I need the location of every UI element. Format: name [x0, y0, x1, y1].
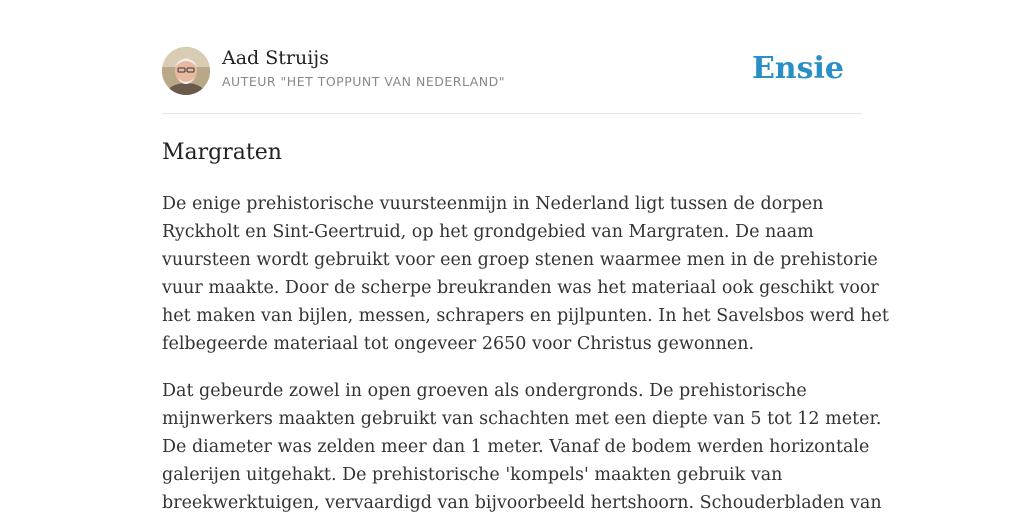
paragraph-line: De diameter was zelden meer dan 1 meter. Vanaf de bodem werden horizontale	[162, 437, 870, 457]
article-title: Margraten	[162, 140, 282, 165]
paragraph-line: het maken van bijlen, messen, schrapers en pijlpunten. In het Savelsbos werd het	[162, 306, 889, 326]
paragraph-line: felbegeerde materiaal tot ongeveer 2650 voor Christus gewonnen.	[162, 334, 755, 354]
paragraph	[162, 377, 882, 512]
paragraph-line: mijnwerkers maakten gebruikt van schachten met een diepte van 5 tot 12 meter.	[162, 409, 882, 429]
paragraph-line: Ryckholt en Sint-Geertruid, op het grondgebied van Margraten. De naam	[162, 222, 814, 242]
author-name[interactable]: Aad Struijs	[222, 47, 329, 69]
author-avatar[interactable]	[162, 47, 210, 95]
paragraph-line: De enige prehistorische vuursteenmijn in Nederland ligt tussen de dorpen	[162, 194, 824, 214]
paragraph-line: Dat gebeurde zowel in open groeven als ondergronds. De prehistorische	[162, 381, 807, 401]
article-body	[162, 190, 889, 512]
paragraph-line: galerijen uitgehakt. De prehistorische 'kompels' maakten gebruik van	[162, 465, 783, 485]
paragraph-spacer	[162, 358, 862, 377]
author-header	[162, 46, 862, 96]
header-divider	[162, 113, 862, 114]
paragraph-line: vuur maakte. Door de scherpe breukranden was het materiaal ook geschikt voor	[162, 278, 879, 298]
paragraph	[162, 190, 889, 358]
paragraph-line: breekwerktuigen, vervaardigd van bijvoorbeeld hertshoorn. Schouderbladen van	[162, 493, 882, 512]
brand-logo[interactable]: Ensie	[751, 51, 844, 86]
author-role: AUTEUR "HET TOPPUNT VAN NEDERLAND"	[222, 74, 505, 89]
paragraph-line: vuursteen wordt gebruikt voor een groep stenen waarmee men in de prehistorie	[162, 250, 878, 270]
avatar-portrait-icon	[162, 47, 210, 95]
